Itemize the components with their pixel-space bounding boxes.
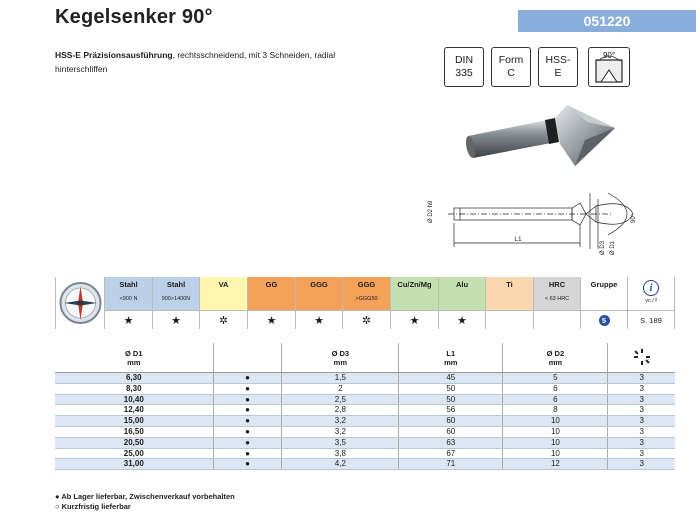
col-header-cutting-edges bbox=[608, 343, 675, 373]
cutting-edges-icon bbox=[633, 348, 651, 366]
table-cell: 3 bbox=[608, 383, 675, 394]
table-row bbox=[55, 437, 675, 448]
description-bold: HSS-E Präzisionsausführung bbox=[55, 50, 173, 60]
material-suitability-table bbox=[55, 277, 675, 329]
material-name: Alu bbox=[455, 280, 469, 289]
gruppe-col bbox=[581, 277, 628, 329]
table-cell: 4,2 bbox=[282, 459, 399, 470]
material-name: Ti bbox=[506, 280, 513, 289]
article-number-badge: 051220 bbox=[518, 10, 696, 32]
table-cell: 3,8 bbox=[282, 448, 399, 459]
table-cell: ● bbox=[213, 437, 282, 448]
table-cell: 50 bbox=[399, 394, 503, 405]
material-name: Cu/Zn/Mg bbox=[397, 280, 432, 289]
material-name: VA bbox=[218, 280, 229, 289]
material-name: HRC bbox=[548, 280, 566, 289]
table-row bbox=[55, 416, 675, 427]
table-cell: 6 bbox=[503, 394, 608, 405]
col-header-d2: Ø D2 mm bbox=[503, 343, 608, 373]
table-cell: 3 bbox=[608, 448, 675, 459]
table-cell: 10 bbox=[503, 437, 608, 448]
table-cell: 8,30 bbox=[55, 383, 213, 394]
table-cell: 15,00 bbox=[55, 416, 213, 427]
table-cell: 6,30 bbox=[55, 373, 213, 384]
drawing-label-l1: L1 bbox=[514, 236, 522, 243]
material-name: GGG bbox=[357, 280, 376, 289]
table-cell: 5 bbox=[503, 373, 608, 384]
table-cell: 10,40 bbox=[55, 394, 213, 405]
countersink-tool-image bbox=[465, 100, 630, 185]
table-cell: 3,5 bbox=[282, 437, 399, 448]
material-col-cuznmg bbox=[391, 277, 439, 329]
table-cell: 2,8 bbox=[282, 405, 399, 416]
table-cell: 25,00 bbox=[55, 448, 213, 459]
suitability-mark: ★ bbox=[439, 311, 485, 329]
table-cell: ● bbox=[213, 394, 282, 405]
table-cell: 3,2 bbox=[282, 426, 399, 437]
material-col-ggg50 bbox=[343, 277, 391, 329]
gruppe-badge: 5 bbox=[599, 315, 610, 326]
table-cell: 2 bbox=[282, 383, 399, 394]
material-name: GGG bbox=[310, 280, 328, 289]
drawing-label-d2: Ø D2 h9 bbox=[428, 200, 434, 223]
table-cell: 1,5 bbox=[282, 373, 399, 384]
drawing-label-angle: 90° bbox=[631, 213, 637, 223]
table-header-row bbox=[55, 343, 675, 373]
table-cell: 3,2 bbox=[282, 416, 399, 427]
footnotes bbox=[55, 492, 235, 512]
table-cell: 3 bbox=[608, 437, 675, 448]
gruppe-label: Gruppe bbox=[590, 280, 618, 289]
product-description bbox=[55, 48, 355, 76]
table-cell: ● bbox=[213, 459, 282, 470]
suitability-mark: ✲ bbox=[343, 311, 390, 329]
material-name: Stahl bbox=[166, 280, 186, 289]
material-line2: E bbox=[554, 67, 562, 79]
norm-line2: 335 bbox=[455, 67, 473, 79]
angle-label: 90° bbox=[602, 51, 616, 60]
material-name: Stahl bbox=[119, 280, 138, 289]
suitability-mark bbox=[534, 311, 580, 329]
table-row bbox=[55, 426, 675, 437]
table-row bbox=[55, 394, 675, 405]
suitability-mark bbox=[486, 311, 533, 329]
table-cell: ● bbox=[213, 373, 282, 384]
dimension-table bbox=[55, 343, 675, 470]
table-cell: 2,5 bbox=[282, 394, 399, 405]
suitability-mark: ★ bbox=[296, 311, 342, 329]
info-head bbox=[628, 277, 674, 311]
table-row bbox=[55, 405, 675, 416]
material-col-ti bbox=[486, 277, 534, 329]
table-cell: 71 bbox=[399, 459, 503, 470]
table-cell: 60 bbox=[399, 426, 503, 437]
table-cell: 10 bbox=[503, 426, 608, 437]
table-cell: 60 bbox=[399, 416, 503, 427]
material-sub: < 63 HRC bbox=[544, 296, 570, 302]
vcf-label: vc / f bbox=[645, 298, 657, 304]
suitability-mark: ✲ bbox=[200, 311, 247, 329]
table-cell: 6 bbox=[503, 383, 608, 394]
material-col-ggg bbox=[296, 277, 343, 329]
col-header-l1: L1 mm bbox=[399, 343, 503, 373]
din-norm-box bbox=[444, 47, 484, 87]
material-col-hrc bbox=[534, 277, 581, 329]
material-sub: >GGG50 bbox=[355, 296, 378, 302]
table-cell: 16,50 bbox=[55, 426, 213, 437]
form-line2: C bbox=[507, 67, 515, 79]
suitability-mark: ★ bbox=[391, 311, 438, 329]
page-title: Kegelsenker 90° bbox=[55, 6, 213, 28]
info-col bbox=[628, 277, 675, 329]
table-cell: 45 bbox=[399, 373, 503, 384]
table-cell: 67 bbox=[399, 448, 503, 459]
col-header-d3: Ø D3 mm bbox=[282, 343, 399, 373]
note-short-term: ○ Kurzfristig lieferbar bbox=[55, 502, 131, 511]
gruppe-value-wrap bbox=[581, 311, 627, 329]
table-row bbox=[55, 383, 675, 394]
suitability-mark: ★ bbox=[105, 311, 152, 329]
table-row bbox=[55, 373, 675, 384]
table-cell: 12,40 bbox=[55, 405, 213, 416]
material-line1: HSS- bbox=[545, 54, 571, 66]
table-cell: 3 bbox=[608, 405, 675, 416]
table-cell: 63 bbox=[399, 437, 503, 448]
table-row bbox=[55, 459, 675, 470]
col-header-d1: Ø D1 mm bbox=[55, 343, 213, 373]
form-box bbox=[491, 47, 531, 87]
table-cell: 3 bbox=[608, 416, 675, 427]
compass-icon bbox=[55, 277, 105, 329]
table-cell: 12 bbox=[503, 459, 608, 470]
table-cell: 3 bbox=[608, 373, 675, 384]
table-cell: 3 bbox=[608, 394, 675, 405]
material-sub: 900>1400N bbox=[161, 296, 191, 302]
material-sub: <900 N bbox=[119, 296, 138, 302]
norm-line1: DIN bbox=[454, 54, 474, 66]
material-name: GG bbox=[265, 280, 278, 289]
table-cell: 50 bbox=[399, 383, 503, 394]
countersink-angle-icon bbox=[588, 47, 630, 87]
table-cell: ● bbox=[213, 426, 282, 437]
suitability-mark: ★ bbox=[153, 311, 199, 329]
col-header-availability bbox=[213, 343, 282, 373]
table-cell: 8 bbox=[503, 405, 608, 416]
note-in-stock: ● Ab Lager lieferbar, Zwischenverkauf vorbehalten bbox=[55, 492, 235, 501]
material-col-stahl-2 bbox=[153, 277, 200, 329]
table-cell: 10 bbox=[503, 448, 608, 459]
material-col-va bbox=[200, 277, 248, 329]
table-cell: 31,00 bbox=[55, 459, 213, 470]
technical-drawing bbox=[418, 185, 658, 270]
table-cell: 20,50 bbox=[55, 437, 213, 448]
page-reference[interactable]: S. 189 bbox=[640, 315, 662, 325]
table-cell: ● bbox=[213, 448, 282, 459]
table-cell: 3 bbox=[608, 459, 675, 470]
info-icon[interactable]: i bbox=[643, 280, 659, 296]
table-cell: 10 bbox=[503, 416, 608, 427]
table-cell: ● bbox=[213, 416, 282, 427]
material-col-stahl-1 bbox=[105, 277, 153, 329]
material-col-gg bbox=[248, 277, 296, 329]
material-box bbox=[538, 47, 578, 87]
drawing-label-d3: Ø D3 bbox=[600, 240, 606, 255]
table-row bbox=[55, 448, 675, 459]
table-cell: 56 bbox=[399, 405, 503, 416]
table-cell: ● bbox=[213, 383, 282, 394]
drawing-label-d1: Ø D1 bbox=[610, 240, 616, 255]
description-rest: , rechtsschneidend, mit 3 Schneiden, radial hinterschliffen bbox=[55, 50, 336, 74]
suitability-mark: ★ bbox=[248, 311, 295, 329]
table-cell: 3 bbox=[608, 426, 675, 437]
form-line1: Form bbox=[498, 54, 524, 66]
material-col-alu bbox=[439, 277, 486, 329]
table-cell: ● bbox=[213, 405, 282, 416]
